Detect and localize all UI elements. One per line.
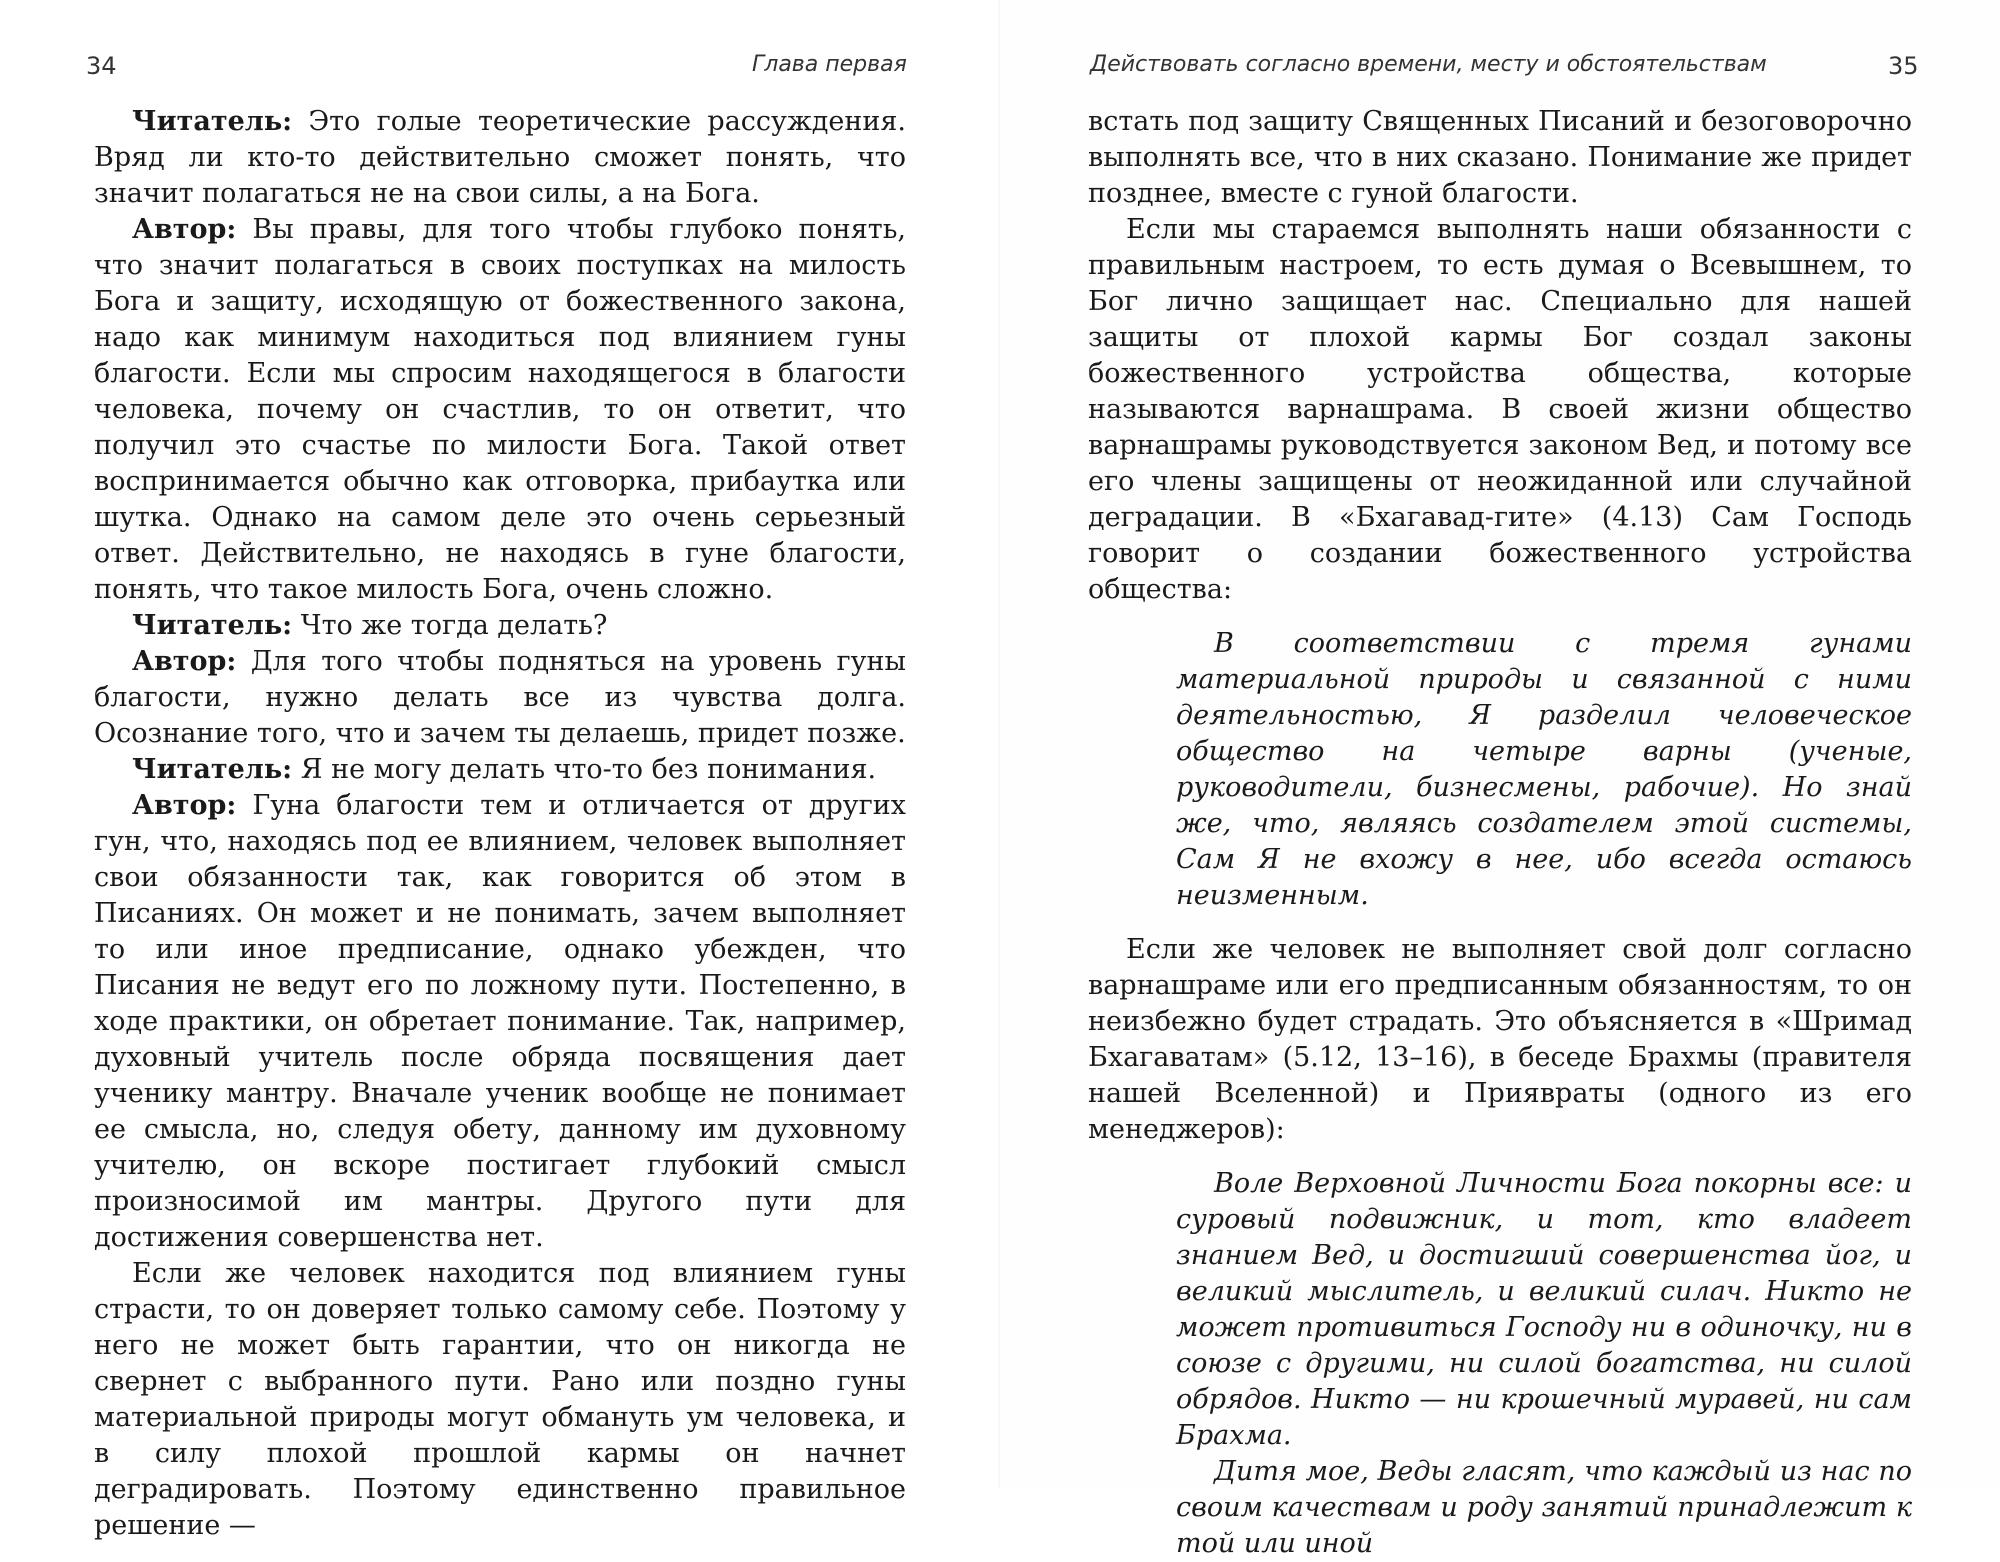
right-page-body [1088,104,1912,1562]
dialog-paragraph [94,104,906,212]
speaker-label: Читатель: [132,610,293,641]
spacer [1088,914,1912,932]
quote-paragraph: Воле Верховной Личности Бога покорны все: и суровый подвижник, и тот, кто владеет знанием Вед, и достигший совершенства йог, и великий мыслитель, и великий силач. Никто не может противиться Господу ни в одиночку, ни в союзе с другими, ни силой богатства, ни силой обрядов. Никто — ни крошечный муравей, ни сам Брахма. [1176,1168,1912,1451]
left-page-number: 34 [86,52,117,80]
paragraph-text: Вы правы, для того чтобы глубоко понять, что значит полагаться в своих поступках на милость Бога и защиту, исходящую от божественного закона, надо как минимум находиться под влиянием гуны благости. Если мы спросим находящегося в благости человека, почему он счастлив, то он ответит, что получил это счастье по милости Бога. Такой ответ воспринимается обычно как отговорка, прибаутка или шутка. Однако на самом деле это очень серьезный ответ. Действительно, не находясь в гуне благости, понять, что такое милость Бога, очень сложно. [94,214,906,605]
quote-paragraph: В соответствии с тремя гунами материальной природы и связанной с ними деятельностью, Я разделил человеческое общество на четыре варны (ученые, руководители, бизнесмены, рабочие). Но знай же, что, являясь создателем этой системы, Сам Я не вхожу в нее, ибо всегда остаюсь неизменным. [1176,628,1912,911]
dialog-paragraph [94,644,906,752]
dialog-paragraph [94,608,906,644]
right-page-number: 35 [1888,52,1919,80]
paragraph-text: Что же тогда делать? [292,610,608,641]
speaker-label: Автор: [132,790,237,821]
paragraph-text: Это голые теоретические рассуждения. Вряд ли кто-то действительно сможет понять, что значит полагаться не на свои силы, а на Бога. [94,106,906,209]
left-running-head: Глава первая [752,52,907,77]
body-paragraph [94,1256,906,1544]
right-running-head: Действовать согласно времени, месту и обстоятельствам [1090,52,1767,77]
dialog-paragraph [94,752,906,788]
speaker-label: Автор: [132,214,237,245]
left-page [0,0,1000,1541]
spacer [1088,1148,1912,1166]
body-paragraph: Если мы стараемся выполнять наши обязанности с правильным настроем, то есть думая о Всевышнем, то Бог лично защищает нас. Специально для нашей защиты от плохой кармы Бог создал законы божественного устройства общества, которые называются варнашрама. В своей жизни общество варнашрамы руководствуется законом Вед, и потому все его члены защищены от неожиданной или случайной деградации. В «Бхагавад-гите» (4.13) Сам Господь говорит о создании божественного устройства общества: [1088,214,1912,605]
paragraph-text: Гуна благости тем и отличается от других гун, что, находясь под ее влиянием, человек выполняет свои обязанности так, как говорится об этом в Писаниях. Он может и не понимать, зачем выполняет то или иное предписание, однако убежден, что Писания не ведут его по ложному пути. Постепенно, в ходе практики, он обретает понимание. Так, например, духовный учитель после обряда посвящения дает ученику мантру. Вначале ученик вообще не понимает ее смысла, но, следуя обету, данному им духовному учителю, он вскоре постигает глубокий смысл произносимой им мантры. Другого пути для достижения совершенства нет. [94,790,906,1253]
scripture-quote [1176,1166,1912,1562]
speaker-label: Автор: [132,646,237,677]
body-paragraph: встать под защиту Священных Писаний и безоговорочно выполнять все, что в них сказано. Понимание же придет позднее, вместе с гуной благости. [1088,106,1912,209]
left-page-body [94,104,906,1544]
speaker-label: Читатель: [132,106,293,137]
paragraph-text: Если же человек находится под влиянием гуны страсти, то он доверяет только самому себе. Поэтому у него не может быть гарантии, что он никогда не свернет с выбранного пути. Рано или поздно гуны материальной природы могут обмануть ум человека, и в силу плохой прошлой кармы он начнет деградировать. Поэтому единственно правильное решение — [94,1258,906,1541]
spacer [1088,608,1912,626]
body-paragraph: Если же человек не выполняет свой долг согласно варнашраме или его предписанным обязанностям, то он неизбежно будет страдать. Это объясняется в «Шримад Бхагаватам» (5.12, 13–16), в беседе Брахмы (правителя нашей Вселенной) и Приявраты (одного из его менеджеров): [1088,934,1912,1145]
quote-paragraph: Дитя мое, Веды гласят, что каждый из нас по своим качествам и роду занятий принадлежит к той или иной [1176,1456,1912,1559]
speaker-label: Читатель: [132,754,293,785]
dialog-paragraph [94,212,906,608]
paragraph-text: Я не могу делать что-то без понимания. [292,754,877,785]
dialog-paragraph [94,788,906,1256]
scripture-quote [1176,626,1912,914]
paragraph-text: Для того чтобы подняться на уровень гуны благости, нужно делать все из чувства долга. Осознание того, что и зачем ты делаешь, придет позже. [94,646,906,749]
right-page [1000,0,2000,1559]
